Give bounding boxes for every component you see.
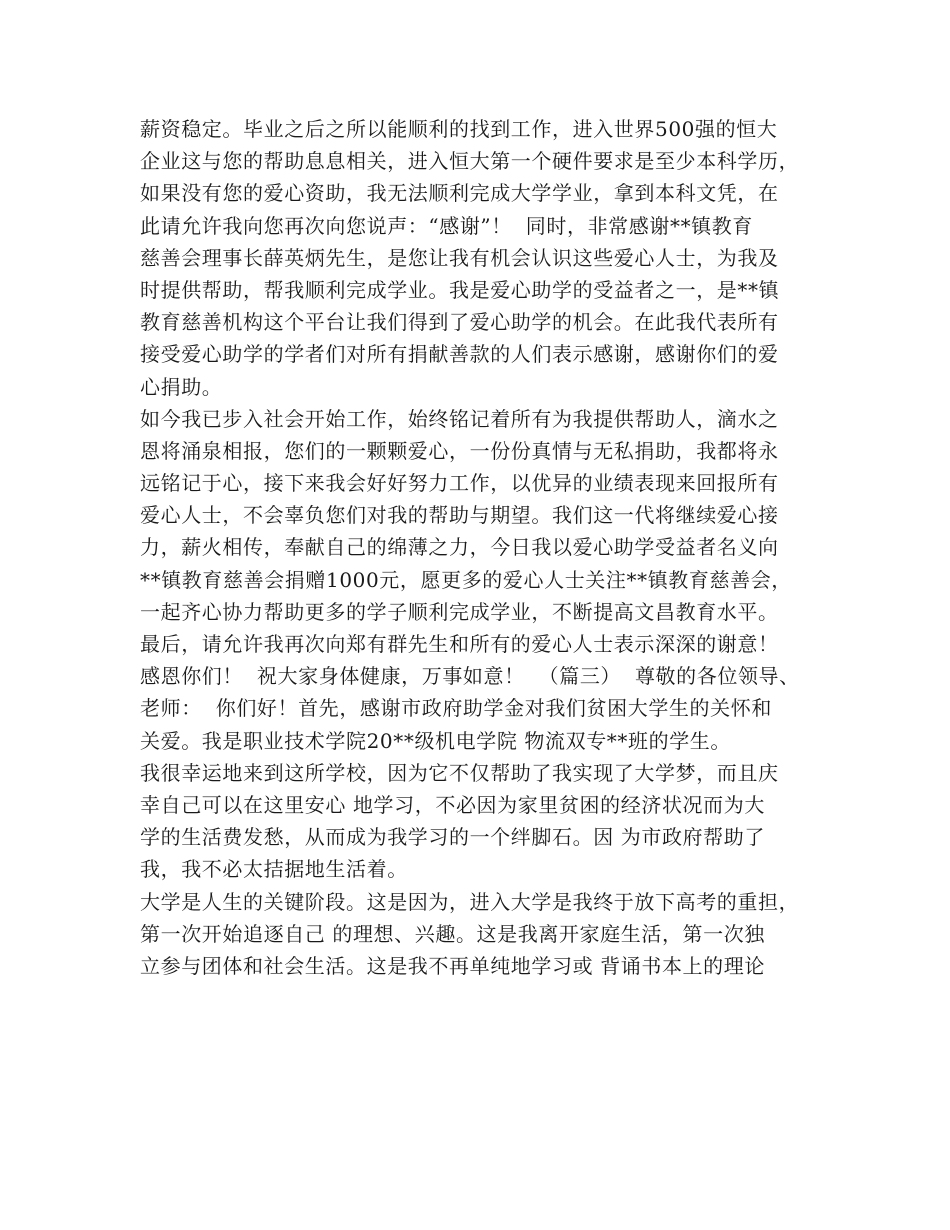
text-line: 学的生活费发愁，从而成为我学习的一个绊脚石。因 为市政府帮助了 [140,825,765,850]
text-line: 如今我已步入社会开始工作，始终铭记着所有为我提供帮助人，滴水之 [140,406,779,431]
text-line: 慈善会理事长薛英炳先生，是您让我有机会认识这些爱心人士，为我及 [140,245,779,270]
text-line: 薪资稳定。毕业之后之所以能顺利的找到工作，进入世界500强的恒大 [140,117,778,141]
text-line: 此请允许我向您再次向您说声：“感谢”！ 同时，非常感谢**镇教育 [140,213,753,238]
text-line: 教育慈善机构这个平台让我们得到了爱心助学的机会。在此我代表所有 [140,310,779,335]
text-line: 最后，请允许我再次向郑有群先生和所有的爱心人士表示深深的谢意！ [140,632,779,656]
text-line: 大学是人生的关键阶段。这是因为，进入大学是我终于放下高考的重担， [140,889,800,914]
text-line: 关爱。我是职业技术学院20**级机电学院 物流双专**班的学生。 [140,728,732,753]
text-line: **镇教育慈善会捐赠1000元，愿更多的爱心人士关注**镇教育慈善会， [140,567,792,592]
text-line: 幸自己可以在这里安心 地学习，不必因为家里贫困的经济状况而为大 [140,792,765,817]
text-line: 老师： 你们好！首先，感谢市政府助学金对我们贫困大学生的关怀和 [140,696,772,721]
body-text [140,113,820,982]
text-line: 第一次开始追逐自己 的理想、兴趣。这是我离开家庭生活，第一次独 [140,921,765,946]
text-line: 远铭记于心，接下来我会好好努力工作，以优异的业绩表现来回报所有 [140,471,779,496]
text-line: 我很幸运地来到这所学校，因为它不仅帮助了我实现了大学梦，而且庆 [140,760,779,785]
text-line: 立参与团体和社会生活。这是我不再单纯地学习或 背诵书本上的理论 [140,953,765,978]
text-line: 如果没有您的爱心资助，我无法顺利完成大学学业，拿到本科文凭，在 [140,181,779,206]
text-line: 一起齐心协力帮助更多的学子顺利完成学业，不断提高文昌教育水平。 [140,599,779,624]
text-line: 感恩你们！ 祝大家身体健康，万事如意！ （篇三） 尊敬的各位领导、 [140,664,800,689]
text-line: 恩将涌泉相报，您们的一颗颗爱心，一份份真情与无私捐助，我都将永 [140,438,779,463]
text-line: 心捐助。 [140,374,223,399]
text-line: 力，薪火相传，奉献自己的绵薄之力，今日我以爱心助学受益者名义向 [140,535,779,560]
text-line: 企业这与您的帮助息息相关，进入恒大第一个硬件要求是至少本科学历， [140,149,800,174]
text-line: 我，我不必太拮据地生活着。 [140,857,408,882]
text-line: 爱心人士，不会辜负您们对我的帮助与期望。我们这一代将继续爱心接 [140,503,779,528]
text-line: 时提供帮助，帮我顺利完成学业。我是爱心助学的受益者之一，是**镇 [140,277,780,302]
text-line: 接受爱心助学的学者们对所有捐献善款的人们表示感谢，感谢你们的爱 [140,342,779,367]
